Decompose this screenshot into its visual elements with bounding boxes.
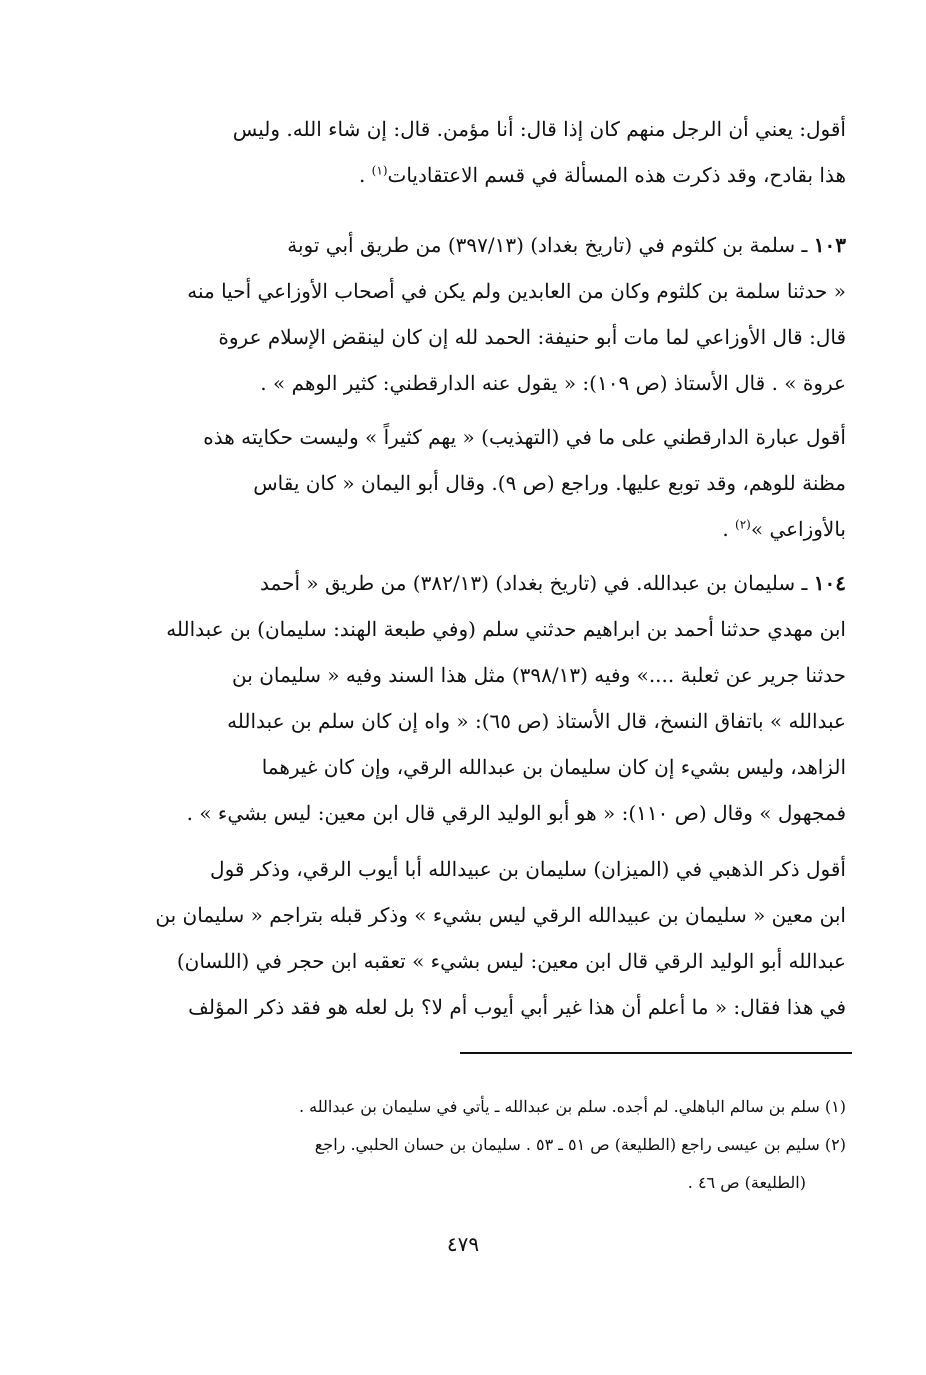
text-line: عروة » . قال الأستاذ (ص ١٠٩): « يقول عنه الدارقطني: كثير الوهم » . bbox=[260, 371, 846, 395]
entry-number: ١٠٤ bbox=[813, 571, 846, 595]
entry-104 bbox=[132, 560, 846, 836]
text-line: ابن معين « سليمان بن عبيدالله الرقي ليس بشيء » وذكر قبله بتراجم « سليمان بن bbox=[155, 903, 846, 927]
footnotes bbox=[132, 1088, 846, 1202]
text-line: عبدالله أبو الوليد الرقي قال ابن معين: ليس بشيء » تعقبه ابن حجر في (اللسان) bbox=[176, 949, 846, 973]
text-line bbox=[132, 560, 846, 606]
footnote-ref-1: (١) bbox=[371, 163, 388, 178]
text-line: أقول ذكر الذهبي في (الميزان) سليمان بن عبيدالله أبا أيوب الرقي، وذكر قول bbox=[210, 857, 846, 881]
text-line: « حدثنا سلمة بن كلثوم وكان من العابدين ولم يكن في أصحاب الأوزاعي أحيا منه bbox=[187, 279, 846, 303]
text-line: في هذا فقال: « ما أعلم أن هذا غير أبي أيوب أم لا؟ بل لعله هو فقد ذكر المؤلف bbox=[188, 995, 846, 1019]
text-line bbox=[132, 152, 846, 198]
text-line-tail: . bbox=[358, 163, 372, 187]
text-line: حدثنا جرير عن ثعلبة ....» وفيه (٣٩٨/١٣) مثل هذا السند وفيه « سليمان بن bbox=[232, 663, 846, 687]
paragraph-3 bbox=[132, 414, 846, 552]
text-line-content: ـ سليمان بن عبدالله. في (تاريخ بغداد) (٣٨٢/١٣) من طريق « أحمد bbox=[260, 571, 814, 595]
entry-103 bbox=[132, 222, 846, 406]
text-line: مظنة للوهم، وقد توبع عليها. وراجع (ص ٩). وقال أبو اليمان « كان يقاس bbox=[253, 471, 846, 495]
footnote-divider bbox=[460, 1052, 852, 1054]
text-line: ابن مهدي حدثنا أحمد بن ابراهيم حدثني سلم (وفي طبعة الهند: سليمان) بن عبدالله bbox=[166, 617, 846, 641]
text-line-content: بالأوزاعي » bbox=[750, 517, 846, 541]
footnote-ref-2: (٢) bbox=[735, 517, 751, 532]
text-line: الزاهد، وليس بشيء إن كان سليمان بن عبدالله الرقي، وإن كان غيرهما bbox=[261, 755, 846, 779]
text-line-content: هذا بقادح، وقد ذكرت هذه المسألة في قسم الاعتقاديات bbox=[387, 163, 846, 187]
paragraph-1 bbox=[132, 106, 846, 198]
footnote-marker: (٢) bbox=[824, 1135, 846, 1154]
text-line: عبدالله » باتفاق النسخ، قال الأستاذ (ص ٦٥): « واه إن كان سلم بن عبدالله bbox=[227, 709, 846, 733]
text-line-tail: . bbox=[722, 517, 736, 541]
page-number: ٤٧٩ bbox=[446, 1232, 480, 1256]
text-line bbox=[132, 222, 846, 268]
text-line: أقول عبارة الدارقطني على ما في (التهذيب) « يهم كثيراً » وليست حكايته هذه bbox=[203, 425, 846, 449]
footnote-text: سلم بن سالم الباهلي. لم أجده. سلم بن عبدالله ـ يأتي في سليمان بن عبدالله . bbox=[298, 1097, 820, 1116]
footnote-text: سليم بن عيسى راجع (الطليعة) ص ٥١ ـ ٥٣ . سليمان بن حسان الحلبي. راجع bbox=[314, 1135, 820, 1154]
footnote-2 bbox=[132, 1126, 846, 1164]
text-line: أقول: يعني أن الرجل منهم كان إذا قال: أنا مؤمن. قال: إن شاء الله. وليس bbox=[232, 117, 846, 141]
text-line: قال: قال الأوزاعي لما مات أبو حنيفة: الحمد لله إن كان لينقض الإسلام عروة bbox=[218, 325, 846, 349]
footnote-1 bbox=[132, 1088, 846, 1126]
footnote-marker: (١) bbox=[824, 1097, 846, 1116]
entry-number: ١٠٣ bbox=[813, 233, 846, 257]
text-line bbox=[132, 506, 846, 552]
text-line-content: ـ سلمة بن كلثوم في (تاريخ بغداد) (٣٩٧/١٣) من طريق أبي توبة bbox=[287, 233, 814, 257]
paragraph-5 bbox=[132, 846, 846, 1030]
text-line: فمجهول » وقال (ص ١١٠): « هو أبو الوليد الرقي قال ابن معين: ليس بشيء » . bbox=[186, 801, 846, 825]
footnote-2-continued: (الطليعة) ص ٤٦ . bbox=[687, 1173, 806, 1192]
